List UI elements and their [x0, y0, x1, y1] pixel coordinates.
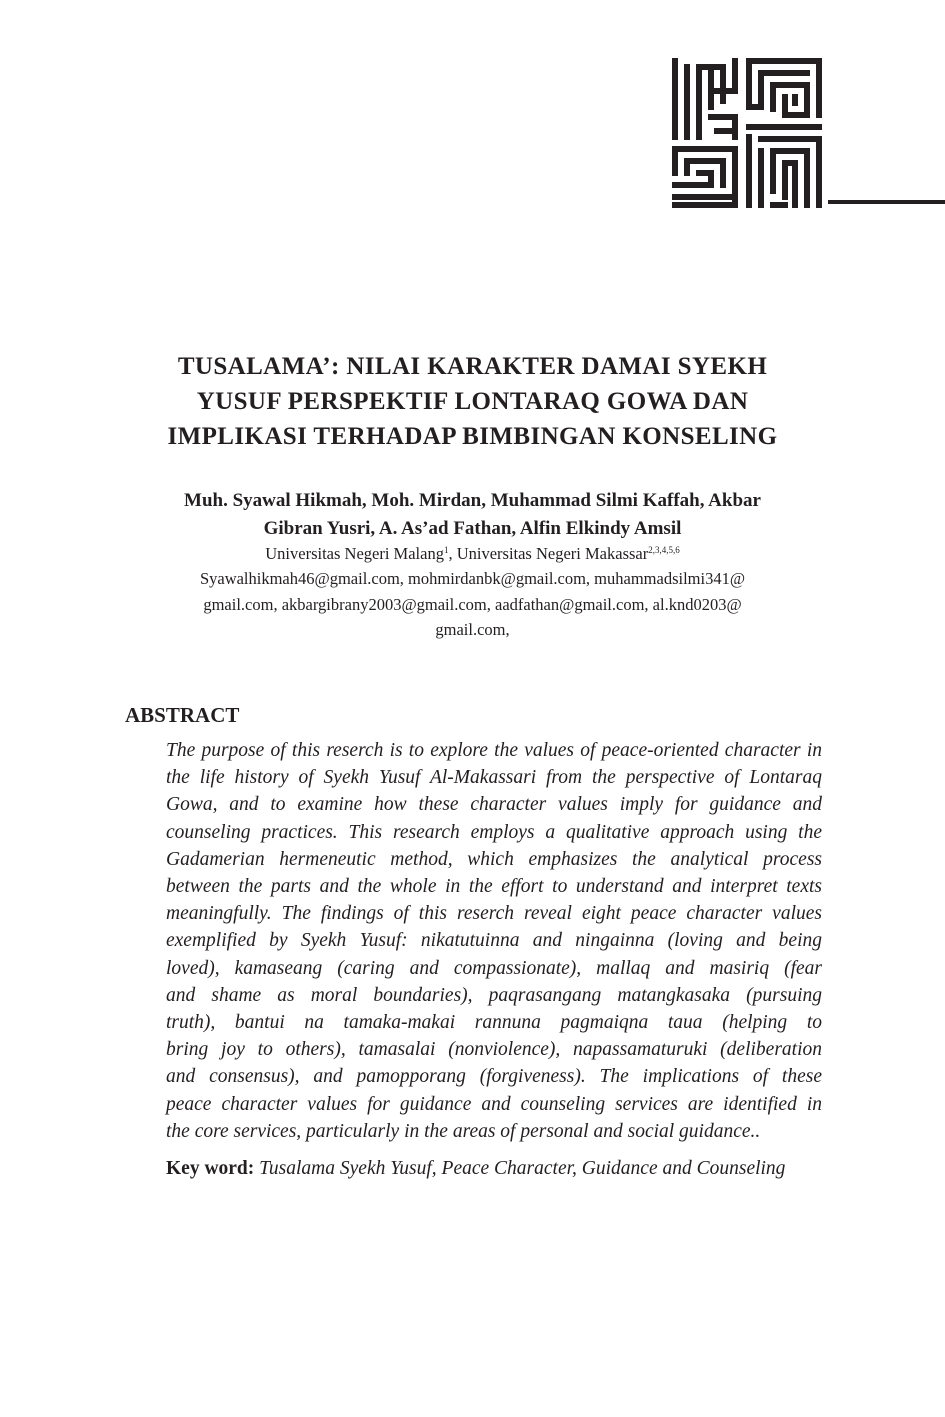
keywords-label: Key word:	[166, 1158, 255, 1179]
keywords-value: Tusalama Syekh Yusuf, Peace Character, Guidance and Counseling	[259, 1158, 786, 1179]
affiliation-separator: ,	[448, 544, 457, 563]
affiliation-2: Universitas Negeri Makassar	[456, 544, 649, 563]
affiliation-1-marker: 1	[443, 545, 449, 555]
affiliations	[80, 542, 865, 566]
abstract-line: the life history of Syekh Yusuf Al-Makassari from the perspective of Lontaraq	[166, 767, 822, 789]
author-line: Muh. Syawal Hikmah, Moh. Mirdan, Muhammad Silmi Kaffah, Akbar	[184, 490, 761, 511]
email-line: gmail.com,	[435, 620, 510, 639]
abstract-heading: ABSTRACT	[125, 703, 240, 727]
abstract-line: loved), kamaseang (caring and compassionate), mallaq and masiriq (fear	[166, 957, 822, 979]
header-rule	[828, 200, 945, 204]
abstract-line: counseling practices. This research employs a qualitative approach using the	[166, 821, 822, 843]
abstract-line: meaningfully. The findings of this reserch reveal eight peace character values	[166, 903, 822, 925]
abstract-line: the core services, particularly in the areas of personal and social guidance..	[166, 1120, 761, 1142]
abstract-line: and consensus), and pamopporang (forgiveness). The implications of these	[166, 1066, 822, 1088]
paper-title	[90, 349, 855, 454]
abstract-line: between the parts and the whole in the effort to understand and interpret texts	[166, 876, 822, 898]
abstract-line: Gadamerian hermeneutic method, which emphasizes the analytical process	[166, 848, 822, 870]
author-list	[80, 487, 865, 543]
abstract-line: and shame as moral boundaries), paqrasangang matangkasaka (pursuing	[166, 984, 822, 1006]
abstract-line: peace character values for guidance and counseling services are identified in	[166, 1093, 822, 1115]
email-line: Syawalhikmah46@gmail.com, mohmirdanbk@gmail.com, muhammadsilmi341@	[199, 569, 746, 588]
abstract-line: truth), bantui na tamaka-makai rannuna pagmaiqna taua (helping to	[166, 1012, 822, 1034]
abstract-line: Gowa, and to examine how these character values imply for guidance and	[166, 794, 822, 816]
abstract-line: bring joy to others), tamasalai (nonviolence), napassamaturuki (deliberation	[166, 1039, 822, 1061]
author-line: Gibran Yusri, A. As’ad Fathan, Alfin Elkindy Amsil	[263, 518, 682, 539]
keywords	[166, 1155, 785, 1182]
affiliation-1: Universitas Negeri Malang	[265, 544, 444, 563]
title-line: TUSALAMA’: NILAI KARAKTER DAMAI SYEKH	[177, 353, 768, 380]
abstract-body	[166, 737, 822, 1145]
abstract-line: The purpose of this reserch is to explore the values of peace-oriented character in	[166, 740, 822, 761]
title-line: IMPLIKASI TERHADAP BIMBINGAN KONSELING	[167, 423, 778, 450]
title-line: YUSUF PERSPEKTIF LONTARAQ GOWA DAN	[196, 388, 749, 415]
affiliation-2-marker: 2,3,4,5,6	[648, 545, 680, 555]
abstract-line: exemplified by Syekh Yusuf: nikatutuinna and ningainna (loving and being	[166, 930, 822, 952]
email-line: gmail.com, akbargibrany2003@gmail.com, aadfathan@gmail.com, al.knd0203@	[203, 594, 742, 614]
author-emails	[80, 566, 865, 643]
kufic-square-calligraphy-icon	[672, 58, 822, 208]
